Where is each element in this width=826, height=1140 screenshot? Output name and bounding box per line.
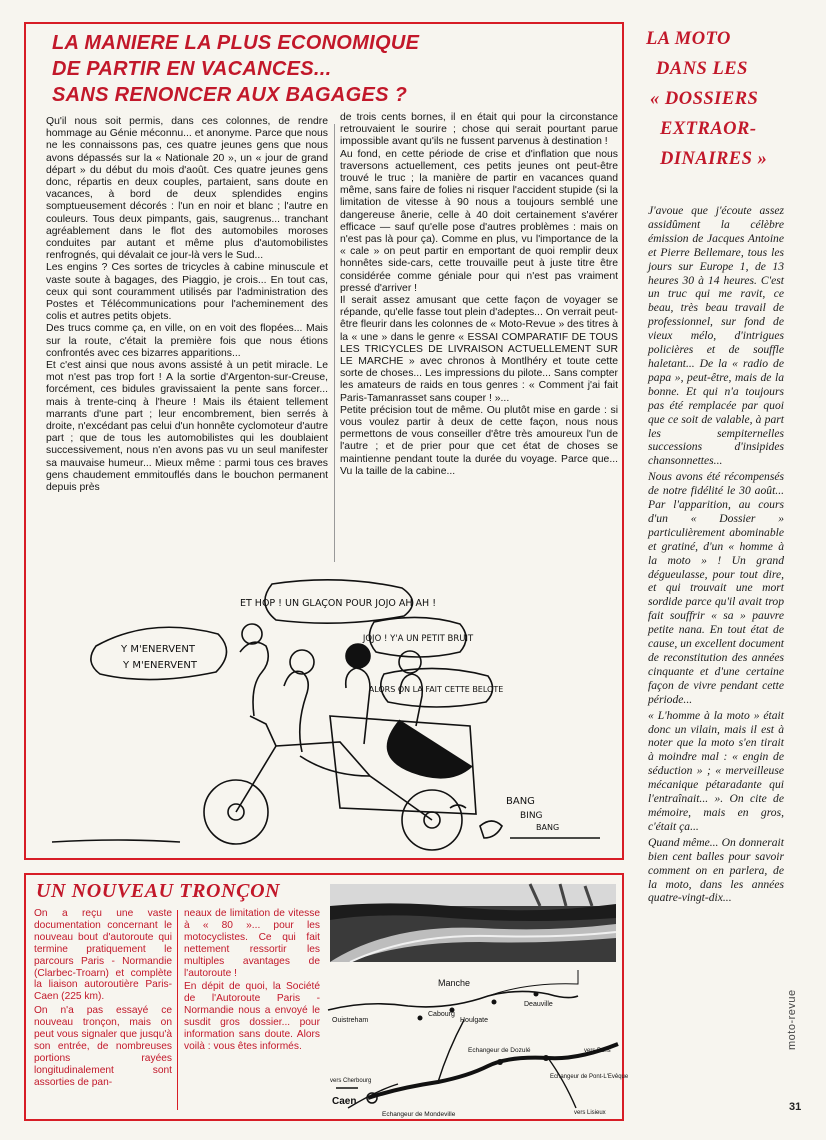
map-label-vers-cherbourg: vers Cherbourg [330, 1078, 372, 1084]
map-label-dozule: Echangeur de Dozulé [468, 1047, 531, 1054]
map-label-vers-paris: vers Paris [584, 1048, 611, 1054]
bubble-text-belote: ALORS ON LA FAIT CETTE BELOTE [368, 685, 504, 694]
paragraph: neaux de limitation de vitesse à « 80 »... pour les motocyclistes. Ce qui fait nettement ressortir les multiples avantages de l'autoroute ! [184, 908, 320, 979]
box-column-1 [34, 908, 172, 1089]
article-column-2 [340, 112, 618, 478]
page-number: 31 [789, 1101, 802, 1113]
magazine-name: moto-revue [786, 989, 798, 1050]
map-label-mondeville: Echangeur de Mondeville [382, 1111, 456, 1118]
side-title-line-3: « DOSSIERS [650, 89, 759, 109]
bubble-text-glacon: ET HOP ! UN GLAÇON POUR JOJO AH AH ! [239, 598, 437, 609]
paragraph: Petite précision tout de même. Ou plutôt mise en garde : si vous voulez partir à deux de cette façon, nous nous permettons de vous conseiller d'être très amoureux l'un de l'autre ; et de prier pour que cet état de choses se maintienne pendant toute la durée du voyage. Parce que... Vu la taille de la cabine... [340, 404, 618, 477]
box-column-2 [184, 908, 320, 1053]
map-label-manche: Manche [438, 978, 471, 988]
column-divider [334, 124, 335, 562]
paragraph: « L'homme à la moto » était donc un vilain, mais il est à noter que la moto s'en tirait à moindre mal : « engin de séduction » ; « merveilleuse mécanique pétaradante qui l'entraînait... ». On cite de mémoire, mais en gros, c'était ça... [648, 708, 784, 833]
map-label-ouistreham: Ouistreham [332, 1017, 369, 1024]
side-title-line-5: DINAIRES » [660, 149, 768, 169]
headline-line-3: SANS RENONCER AUX BAGAGES ? [52, 84, 408, 106]
paragraph: Des trucs comme ça, en ville, on en voit des flopées... Mais sur la route, c'était la première fois que nous étions confrontés avec ces bizarres apparitions... [46, 323, 328, 359]
paragraph: Les engins ? Ces sortes de tricycles à cabine minuscule et vaste soute à bagages, des Piaggio, je crois... En tout cas, ceux qui sont couramment utilisés par l'administration des Postes et Télécommunications pour l'acheminement des colis et autres petits objets. [46, 262, 328, 323]
map-label-houlgate: Houlgate [460, 1017, 489, 1024]
map-label-caen: Caen [332, 1096, 357, 1107]
headline-line-1: LA MANIERE LA PLUS ECONOMIQUE [52, 32, 420, 54]
paragraph: On n'a pas essayé ce nouveau tronçon, mais on peut vous signaler que jusqu'à son entrée, de nombreuses portions rayées longitudinalement sont assorties de pan- [34, 1005, 172, 1088]
paragraph: J'avoue que j'écoute assez assidûment la célèbre émission de Jacques Antoine et Pierre Bellemare, tous les jours sur Europe 1, de 13 heures 30 à 14 heures. C'est un truc qui me ravit, ce beau, très beau travail de professionnel, sur fond de vieux mélo, d'intrigues policières et de souffle haletant... De la « radio de papa », peut-être, mais de la bonne. Et qui n'a toujours pas été remplacée par quoi que ce soit de valable, à part les sempiternelles successions d'insipides chansonnettes... [648, 204, 784, 468]
side-column-title [640, 24, 810, 174]
side-title-line-4: EXTRAOR- [660, 119, 757, 139]
article-headline [52, 30, 612, 108]
bubble-text-enervent-1: Y M'ENERVENT [121, 644, 195, 655]
map-label-deauville: Deauville [524, 1001, 553, 1008]
paragraph: On a reçu une vaste documentation concernant le nouveau bout d'autoroute qui termine pratiquement le parcours Paris - Normandie (Clarbec-Troarn) et complète la liaison autoroutière Paris-Caen (225 km). [34, 908, 172, 1003]
paragraph: Quand même... On donnerait bien cent balles pour savoir comment on en parlera, de la moto, dans les années quatre-vingt-dix... [648, 835, 784, 905]
paragraph: de trois cents bornes, il en était qui pour la circonstance retrouvaient le sourire ; chose qui serait pourtant parue impossible avant qu'ils ne fussent parvenus à destination ! [340, 112, 618, 148]
headline-line-2: DE PARTIR EN VACANCES... [52, 58, 332, 80]
sfx-bang-2: BANG [536, 823, 560, 832]
paragraph: Il serait assez amusant que cette façon de voyager se répande, qu'elle fasse tout plein d'adeptes... On verrait peut-être fleurir dans les colonnes de « Moto-Revue » des titres à la « une » dans le genre « ESSAI COMPARATIF DE TOUS LES TRICYCLES DE LIVRAISON ACTUELLEMENT SUR LE MARCHE » avec chronos à Montlhéry et toute cette sorte de choses... Les impressions du pilote... Sans compter les amateurs de raids en tous genres : « Comment j'ai fait Paris-Tamanrasset sans couper ! »... [340, 295, 618, 404]
side-title-line-2: DANS LES [656, 59, 748, 79]
map-label-vers-lisieux: vers Lisieux [574, 1110, 606, 1116]
map-label-pont-leveque: Echangeur de Pont-L'Evêque [550, 1074, 629, 1080]
paragraph: Nous avons été récompensés de notre fidélité le 30 août... Par l'apparition, au cours d'un « Dossier » particulièrement abominable et gratiné, d'un « homme à la moto » ! Un grand dégueulasse, pour tout dire, et qui trouvait une mort sordide parce qu'il avait trop fait souffrir « sa » pauvre petite nana. En tout état de cause, un excellent document de reconstitution des années cinquante et d'une certaine façon de vivre pendant cette période... [648, 470, 784, 706]
side-column-text [648, 204, 784, 905]
article-column-1 [46, 116, 328, 494]
motorway-photo [330, 884, 616, 962]
box-column-divider [177, 910, 178, 1110]
sfx-bing: BING [520, 811, 543, 821]
map-label-cabourg: Cabourg [428, 1011, 455, 1018]
paragraph: Et c'est ainsi que nous avons assisté à un petit miracle. Le mot n'est pas trop fort ! A la sortie d'Argenton-sur-Creuse, forcément, ces bidules gravissaient la pente sans forcer... mais à trente-cinq à l'heure ! Mais ils étaient tellement marrants d'une part ; leur encombrement, bien serrés à droite, n'excédant pas celui d'un honnête cyclomoteur d'autre part ; que de tous les automobilistes qui les doublaient successivement, nous n'en avons pas vu un seul manifester sa mauvaise humeur... Mieux même : parmi tous ces braves gens chaudement emmitouflés dans le bouchon permanent depuis près [46, 360, 328, 494]
paragraph: Qu'il nous soit permis, dans ces colonnes, de rendre hommage au Génie méconnu... et anonyme. Parce que nous ne les connaissons pas, ces quatre jeunes gens que nous avons dépassés sur la « Nationale 20 », un « jour de grand départ » du début du mois d'août. Ces quatre jeunes gens donc, répartis en deux couples, partaient, sans doute en vacances, à bord de deux splendides engins somptueusement décorés : l'un en noir et blanc ; l'autre en couleurs. Tous deux pimpants, gais, saugrenus... tranchant agréablement dans le flot des automobiles moroses conduites par autant et même plus d'automobilistes renfrognés, qui dévalait ce jour-là vers le Sud... [46, 116, 328, 262]
bubble-text-enervent-2: Y M'ENERVENT [123, 660, 197, 671]
sfx-bang: BANG [506, 796, 535, 807]
motorway-map [328, 970, 629, 1118]
bubble-text-jojo: JOJO ! Y'A UN PETIT BRUIT [362, 634, 474, 644]
paragraph: En dépit de quoi, la Société de l'Autoroute Paris - Normandie nous a envoyé le susdit gros dossier... pour information sans doute. Alors voilà : vous êtes informés. [184, 981, 320, 1052]
cartoon-illustration [40, 576, 600, 854]
paragraph: Au fond, en cette période de crise et d'inflation que nous traversons actuellement, ces petits jeunes ont peut-être trouvé le truc ; la manière de partir en vacances quand même, sans faire de folies ni risquer l'accident stupide (si la limitation de vitesse à 90 nous a toujours semblé une dangereuse ânerie, celle à 40 doit certainement s'avérer efficace — sauf qu'elle pose d'autres problèmes : mais on n'est pas là pour ça). Comme en plus, vu l'importance de la « cale » on peut partir en emportant de quoi remplir deux honnêtes side-cars, cette trouvaille peut à juste titre être considérée comme géniale pour qui n'est pas vraiment pressé d'arriver ! [340, 148, 618, 294]
box-title: UN NOUVEAU TRONÇON [36, 880, 281, 902]
side-title-line-1: LA MOTO [646, 29, 731, 49]
